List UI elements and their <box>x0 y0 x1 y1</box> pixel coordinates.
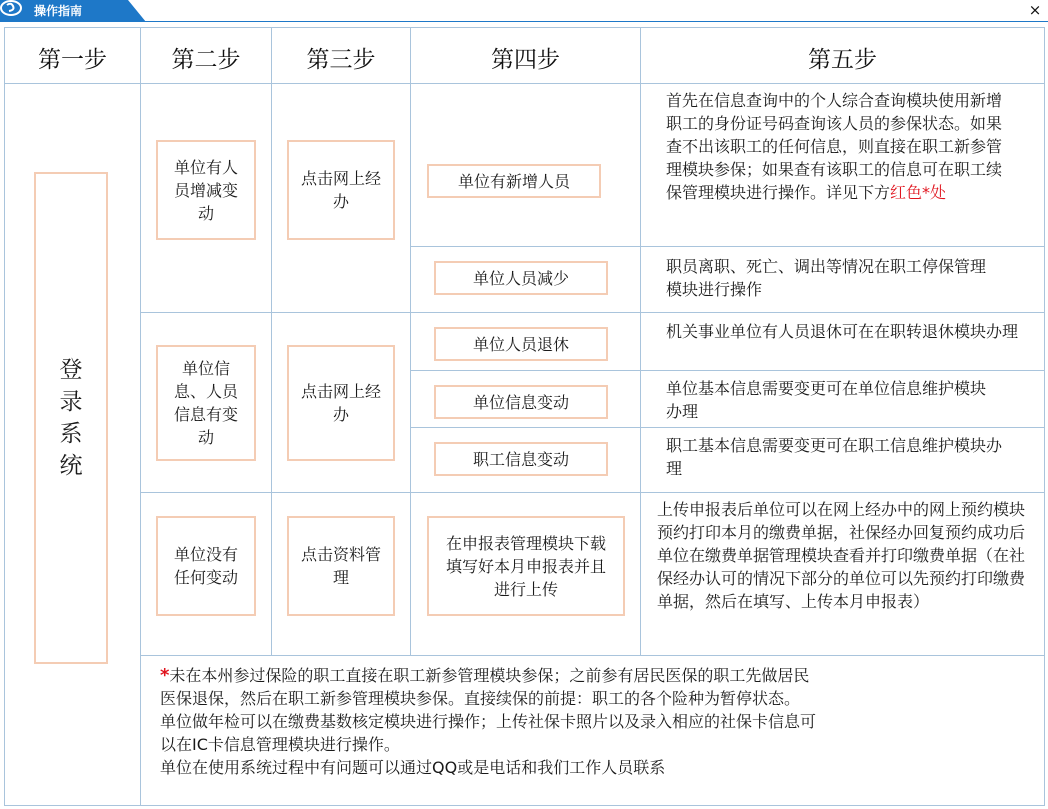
login-system-box[interactable] <box>34 172 108 664</box>
step4-label: 单位人员退休 <box>472 334 569 354</box>
note-line-4: 以在IC卡信息管理模块进行操作。 <box>160 735 400 754</box>
note-line-5: 单位在使用系统过程中有问题可以通过QQ或是电话和我们工作人员联系 <box>160 758 666 777</box>
step2-personnel-change-box[interactable] <box>156 140 256 240</box>
login-system-label: 登录系统 <box>59 357 83 479</box>
step4-label: 在申报表管理模块下载填写好本月申报表并且进行上传 <box>445 533 606 599</box>
red-note-ref: 红色*处 <box>890 183 947 202</box>
note-star: * <box>160 665 170 686</box>
tab-title: 操作指南 <box>34 4 83 18</box>
note-text-1: 未在本州参过保险的职工直接在职工新参管理模块参保；之前参有居民医保的职工先做居民 <box>169 666 810 685</box>
step4-unit-info-box[interactable] <box>434 385 608 419</box>
step5-report-upload-text: 上传申报表后单位可以在网上经办中的网上预约模块预约打印本月的缴费单据，社保经办回复预约成功后单位在缴费单据管理模块查看并打印缴费单据（在社保经办认可的情况下部分的单位可以先预约打印缴费单据，然后在填写、上传本月申报表） <box>657 500 1026 611</box>
step5-staff-decrease-text: 职员离职、死亡、调出等情况在职工停保管理模块进行操作 <box>666 257 987 299</box>
step5-desc: 首先在信息查询中的个人综合查询模块使用新增职工的身份证号码查询该人员的参保状态。如果查不出该职工的任何信息，则直接在职工新参管理模块参保；如果查有该职工的信息可在职工续保管理模块进行操作。详见下方 <box>666 91 1003 202</box>
column-header-step1: 第一步 <box>38 47 107 73</box>
step3-online-service-box[interactable] <box>287 345 395 461</box>
column-header-step5: 第五步 <box>808 47 877 73</box>
step5-retirement-text: 机关事业单位有人员退休可在在职转退休模块办理 <box>666 322 1019 341</box>
notes-section <box>160 664 1040 779</box>
step5-staff-info-text: 职工基本信息需要变更可在职工信息维护模块办理 <box>666 436 1003 478</box>
step5-new-staff-text <box>666 89 1012 204</box>
step4-staff-decrease-box[interactable] <box>434 261 608 295</box>
step3-data-management-box[interactable] <box>287 516 395 616</box>
step2-info-change-box[interactable] <box>156 345 256 461</box>
step2-no-change-box[interactable] <box>156 516 256 616</box>
column-header-step3: 第三步 <box>306 47 376 73</box>
step4-label: 单位信息变动 <box>472 392 569 412</box>
note-line-2: 医保退保，然后在职工新参管理模块参保。直接续保的前提：职工的各个险种为暂停状态。 <box>160 689 801 708</box>
step3-label: 点击资料管理 <box>300 545 381 587</box>
step3-online-service-box[interactable] <box>287 140 395 240</box>
note-line-1 <box>160 664 1040 687</box>
close-icon[interactable]: × <box>1028 1 1042 19</box>
step4-staff-info-box[interactable] <box>434 442 608 476</box>
step4-label: 单位有新增人员 <box>457 171 570 191</box>
column-header-step2: 第二步 <box>171 47 241 73</box>
step4-retirement-box[interactable] <box>434 327 608 361</box>
step4-new-staff-box[interactable] <box>427 164 601 198</box>
step2-label: 单位信息、人员信息有变动 <box>173 359 238 447</box>
step2-label: 单位有人员增减变动 <box>173 157 238 223</box>
step5-unit-info-text: 单位基本信息需要变更可在单位信息维护模块办理 <box>666 379 987 421</box>
step3-label: 点击网上经办 <box>300 382 381 424</box>
step4-label: 职工信息变动 <box>472 449 569 469</box>
step2-label: 单位没有任何变动 <box>173 545 238 587</box>
step4-report-upload-box[interactable] <box>427 516 625 616</box>
step3-label: 点击网上经办 <box>300 169 381 211</box>
note-line-3: 单位做年检可以在缴费基数核定模块进行操作；上传社保卡照片以及录入相应的社保卡信息可 <box>160 712 817 731</box>
column-header-step4: 第四步 <box>491 47 560 73</box>
step4-label: 单位人员减少 <box>472 268 569 288</box>
